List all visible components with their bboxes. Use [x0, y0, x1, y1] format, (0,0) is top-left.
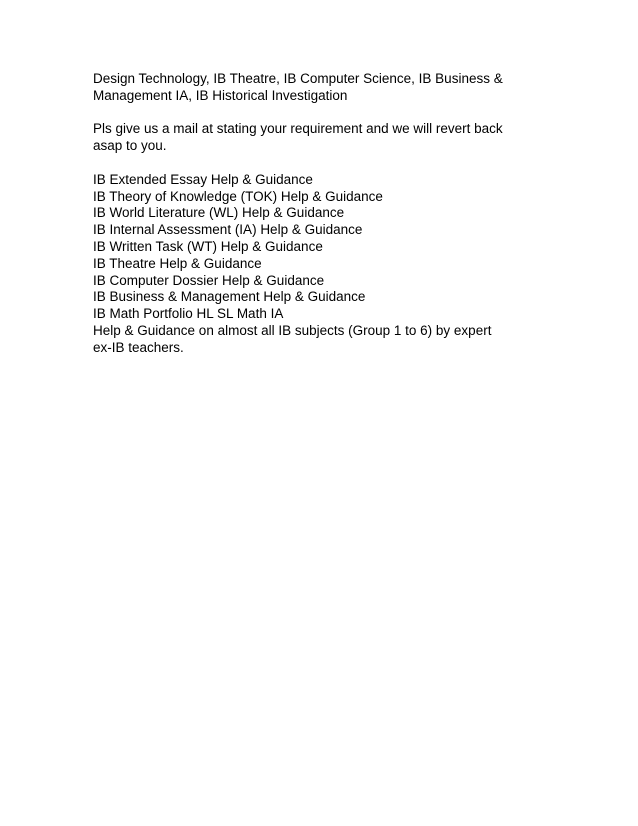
- request-line: Pls give us a mail at stating your requirement and we will revert back: [93, 121, 503, 137]
- intro-line: Management IA, IB Historical Investigation: [93, 87, 348, 103]
- service-item: IB Theory of Knowledge (TOK) Help & Guidance: [93, 188, 383, 204]
- document-body: [93, 71, 563, 373]
- services-list: [93, 172, 563, 357]
- intro-paragraph: [93, 71, 563, 105]
- service-item: Help & Guidance on almost all IB subjects (Group 1 to 6) by expert: [93, 322, 492, 338]
- service-item: ex-IB teachers.: [93, 339, 184, 355]
- request-paragraph: [93, 121, 563, 155]
- service-item: IB Math Portfolio HL SL Math IA: [93, 306, 284, 322]
- service-item: IB Extended Essay Help & Guidance: [93, 171, 313, 187]
- service-item: IB Business & Management Help & Guidance: [93, 289, 366, 305]
- service-item: IB Computer Dossier Help & Guidance: [93, 272, 325, 288]
- service-item: IB Written Task (WT) Help & Guidance: [93, 238, 323, 254]
- service-item: IB Theatre Help & Guidance: [93, 255, 262, 271]
- intro-line: Design Technology, IB Theatre, IB Computer Science, IB Business &: [93, 71, 503, 86]
- service-item: IB World Literature (WL) Help & Guidance: [93, 205, 345, 221]
- request-line: asap to you.: [93, 138, 167, 154]
- service-item: IB Internal Assessment (IA) Help & Guidance: [93, 222, 363, 238]
